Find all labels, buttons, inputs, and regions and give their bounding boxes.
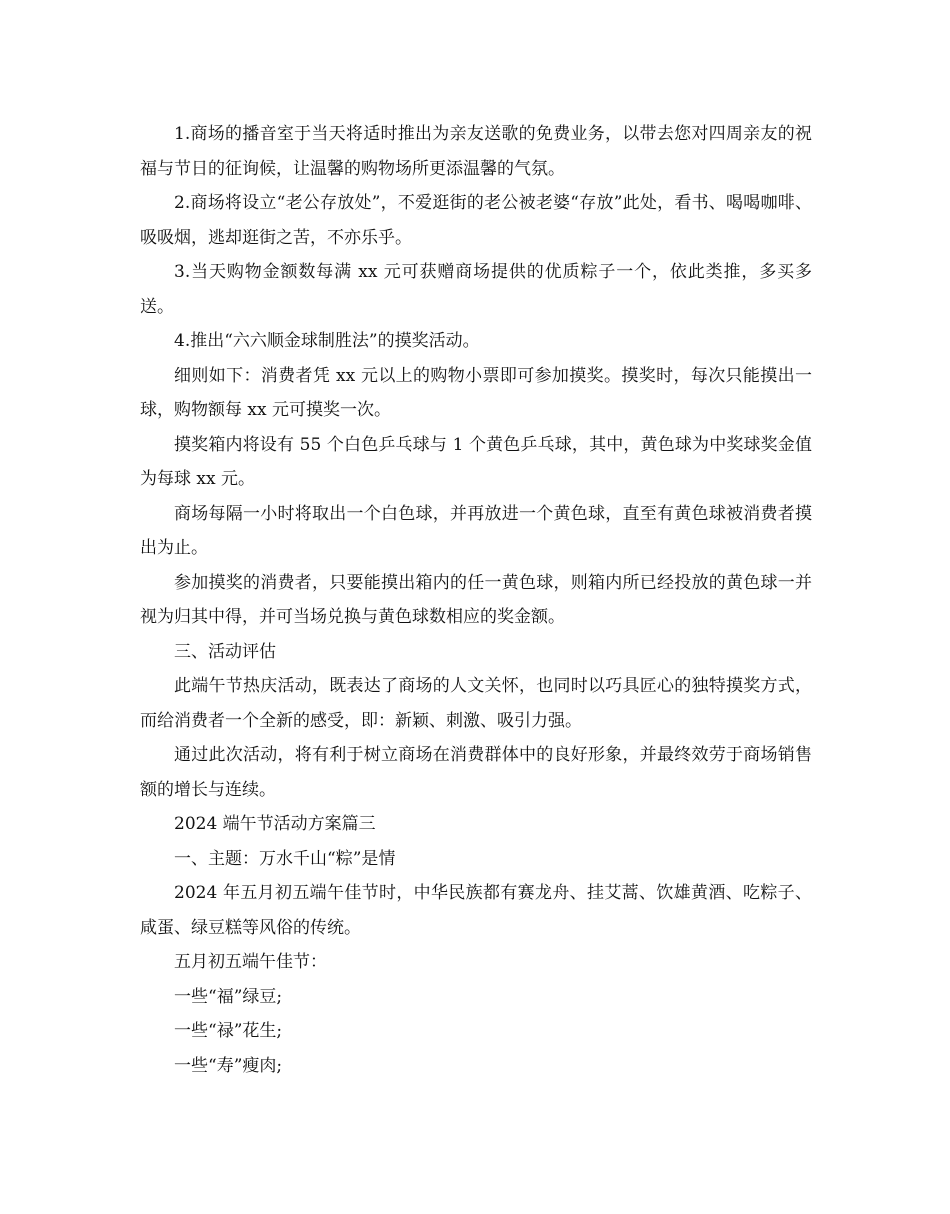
section-heading-theme: 一、主题：万水千山“粽”是情 <box>174 848 396 869</box>
paragraph-lottery-intro: 4.推出“六六顺金球制胜法”的摸奖活动。 <box>174 331 480 351</box>
plan-title-part-three: 2024 端午节活动方案篇三 <box>174 814 376 834</box>
list-item-fortune: 一些“福”绿豆; <box>174 986 283 1007</box>
paragraph-prize-redeem: 参加摸奖的消费者，只要能摸出箱内的任一黄色球，则箱内所已经投放的黄色球一并视为归其中得，并可当场兑换与黄色球数相应的奖金额。 <box>140 572 812 627</box>
paragraph-evaluation-body: 此端午节热庆活动，既表达了商场的人文关怀，也同时以巧具匠心的独特摸奖方式，而给消费者一个全新的感受，即：新颖、刺激、吸引力强。 <box>140 676 812 731</box>
paragraph-hourly-swap: 商场每隔一小时将取出一个白色球，并再放进一个黄色球，直至有黄色球被消费者摸出为止。 <box>140 503 812 558</box>
list-item-prosperity: 一些“禄”花生; <box>174 1021 283 1041</box>
paragraph-festival-intro: 五月初五端午佳节： <box>174 952 327 972</box>
paragraph-gift-song-service: 1.商场的播音室于当天将适时推出为亲友送歌的免费业务，以带去您对四周亲友的祝福与节日的征询候，让温馨的购物场所更添温馨的气氛。 <box>140 124 812 179</box>
document-page <box>140 117 812 1083</box>
paragraph-evaluation-outcome: 通过此次活动，将有利于树立商场在消费群体中的良好形象，并最终效劳于商场销售额的增长与连续。 <box>140 745 812 800</box>
paragraph-zongzi-gift: 3.当天购物金额数每满 xx 元可获赠商场提供的优质粽子一个，依此类推，多买多送。 <box>140 262 812 317</box>
section-heading-evaluation: 三、活动评估 <box>174 641 276 662</box>
paragraph-lottery-rules: 细则如下：消费者凭 xx 元以上的购物小票即可参加摸奖。摸奖时，每次只能摸出一球，购物额每 xx 元可摸奖一次。 <box>140 365 812 420</box>
paragraph-lottery-box: 摸奖箱内将设有 55 个白色乒乓球与 1 个黄色乒乓球，其中，黄色球为中奖球奖金值为每球 xx 元。 <box>140 434 812 489</box>
list-item-longevity: 一些“寿”瘦肉; <box>174 1055 283 1076</box>
paragraph-festival-customs: 2024 年五月初五端午佳节时，中华民族都有赛龙舟、挂艾蒿、饮雄黄酒、吃粽子、咸蛋、绿豆糕等风俗的传统。 <box>140 883 812 938</box>
paragraph-husband-storage: 2.商场将设立“老公存放处”，不爱逛街的老公被老婆“存放”此处，看书、喝喝咖啡、吸吸烟，逃却逛街之苦，不亦乐乎。 <box>140 193 812 248</box>
